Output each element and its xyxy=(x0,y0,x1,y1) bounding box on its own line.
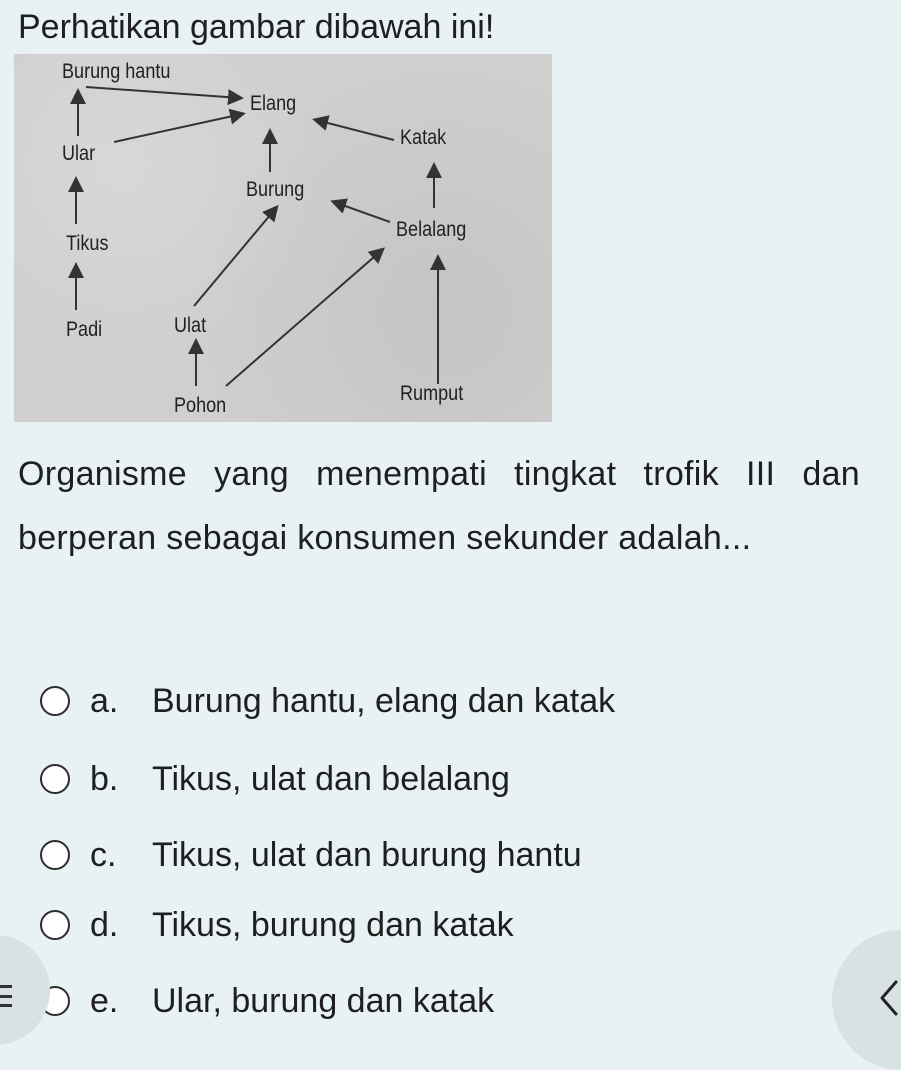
option-text: Burung hantu, elang dan katak xyxy=(152,681,616,720)
node-tikus: Tikus xyxy=(66,232,109,255)
question-text: Organisme yang menempati tingkat trofik III dan berperan sebagai konsumen sekunder adalah... xyxy=(18,455,860,557)
option-letter: a. xyxy=(90,681,119,720)
menu-icon[interactable] xyxy=(0,980,12,1012)
option-text: Tikus, ulat dan belalang xyxy=(152,759,510,798)
node-elang: Elang xyxy=(250,92,297,115)
radio-icon[interactable] xyxy=(40,686,70,716)
food-web-diagram xyxy=(14,54,552,422)
node-pohon: Pohon xyxy=(174,394,227,417)
node-belalang: Belalang xyxy=(396,218,467,241)
option-letter: d. xyxy=(90,905,119,944)
node-rumput: Rumput xyxy=(400,382,464,405)
option-d[interactable] xyxy=(40,902,514,948)
radio-icon[interactable] xyxy=(40,764,70,794)
node-burung-hantu: Burung hantu xyxy=(62,60,171,83)
node-burung: Burung xyxy=(246,178,305,201)
radio-icon[interactable] xyxy=(40,840,70,870)
option-a[interactable] xyxy=(40,678,615,724)
option-text: Tikus, ulat dan burung hantu xyxy=(152,835,582,874)
option-text: Ular, burung dan katak xyxy=(152,981,495,1020)
option-letter: c. xyxy=(90,835,117,874)
question-title: Perhatikan gambar dibawah ini! xyxy=(18,8,495,46)
option-letter: b. xyxy=(90,759,119,798)
node-katak: Katak xyxy=(400,126,447,149)
option-b[interactable] xyxy=(40,756,510,802)
node-ular: Ular xyxy=(62,142,96,165)
option-text: Tikus, burung dan katak xyxy=(152,905,514,944)
radio-icon[interactable] xyxy=(40,910,70,940)
option-c[interactable] xyxy=(40,832,582,878)
option-e[interactable] xyxy=(40,978,494,1024)
option-letter: e. xyxy=(90,981,119,1020)
chevron-left-icon[interactable] xyxy=(874,978,901,1018)
node-ulat: Ulat xyxy=(174,314,207,337)
node-padi: Padi xyxy=(66,318,103,341)
